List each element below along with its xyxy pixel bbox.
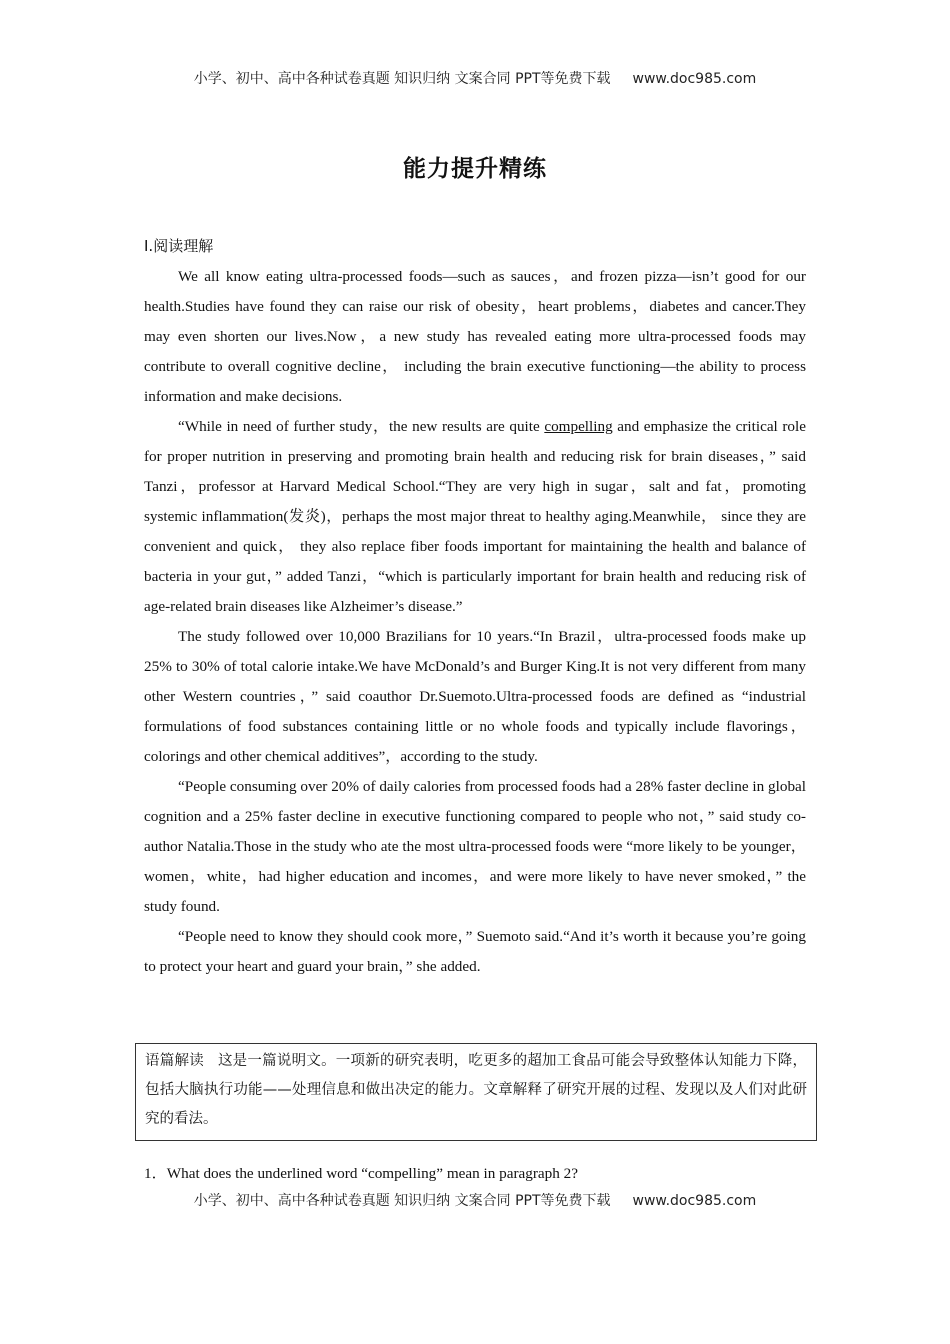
page-header bbox=[0, 68, 950, 88]
footer-url: www.doc985.com bbox=[632, 1193, 757, 1209]
page-footer bbox=[0, 1190, 950, 1210]
header-url: www.doc985.com bbox=[632, 71, 757, 87]
paragraph-1: We all know eating ultra-processed foods—such as sauces，and frozen pizza—isn’t good for our health.Studies have found they can raise our risk of obesity，heart problems，diabetes and cancer.They may even shorten our lives.Now，a new study has revealed eating more ultra-processed foods may contribute to overall cognitive decline， including the brain executive functioning—the ability to process information and make decisions. bbox=[144, 268, 806, 405]
footer-text: 小学、初中、高中各种试卷真题 知识归纳 文案合同 PPT等免费下载 bbox=[193, 1193, 611, 1209]
paragraph-2-after: and emphasize the critical role for proper nutrition in preserving and promoting brain health and reducing risk for brain diseases，” said Tanzi，professor at Harvard Medical School.“They are very high in sugar，salt and fat，promoting systemic inflammation(发炎)，perhaps the most major threat to healthy aging.Meanwhile， since they are convenient and quick， they also replace fiber foods important for maintaining the health and balance of bacteria in your gut，” added Tanzi，“which is particularly important for brain health and reducing risk of age-related brain diseases like Alzheimer’s disease.” bbox=[144, 418, 806, 615]
summary-text: 这是一篇说明文。一项新的研究表明，吃更多的超加工食品可能会导致整体认知能力下降，包括大脑执行功能——处理信息和做出决定的能力。文章解释了研究开展的过程、发现以及人们对此研究的看法。 bbox=[145, 1053, 808, 1127]
paragraph-2-before: “While in need of further study，the new results are quite bbox=[178, 418, 545, 435]
paragraph-2 bbox=[144, 412, 806, 622]
underlined-word: compelling bbox=[544, 418, 613, 435]
page-title: 能力提升精练 bbox=[403, 156, 547, 182]
section-heading: Ⅰ.阅读理解 bbox=[144, 237, 214, 255]
paragraph-5: “People need to know they should cook more，” Suemoto said.“And it’s worth it because you’re going to protect your heart and guard your brain，” she added. bbox=[144, 928, 806, 975]
reading-passage bbox=[144, 262, 806, 982]
header-text: 小学、初中、高中各种试卷真题 知识归纳 文案合同 PPT等免费下载 bbox=[193, 71, 611, 87]
summary-box bbox=[135, 1043, 817, 1141]
question-1: 1．What does the underlined word “compelling” mean in paragraph 2? bbox=[144, 1165, 578, 1182]
paragraph-4: “People consuming over 20% of daily calories from processed foods had a 28% faster decline in global cognition and a 25% faster decline in executive functioning compared to people who not，” said study co-author Natalia.Those in the study who ate the most ultra-processed foods were “more likely to be younger，women，white，had higher education and incomes，and were more likely to have never smoked，” the study found. bbox=[144, 778, 806, 915]
paragraph-3: The study followed over 10,000 Brazilians for 10 years.“In Brazil，ultra-processed foods make up 25% to 30% of total calorie intake.We have McDonald’s and Burger King.It is not very different from many other Western countries，” said coauthor Dr.Suemoto.Ultra-processed foods are defined as “industrial formulations of food substances containing little or no whole foods and typically include flavorings，colorings and other chemical additives”，according to the study. bbox=[144, 628, 806, 765]
summary-label: 语篇解读 bbox=[145, 1053, 204, 1069]
